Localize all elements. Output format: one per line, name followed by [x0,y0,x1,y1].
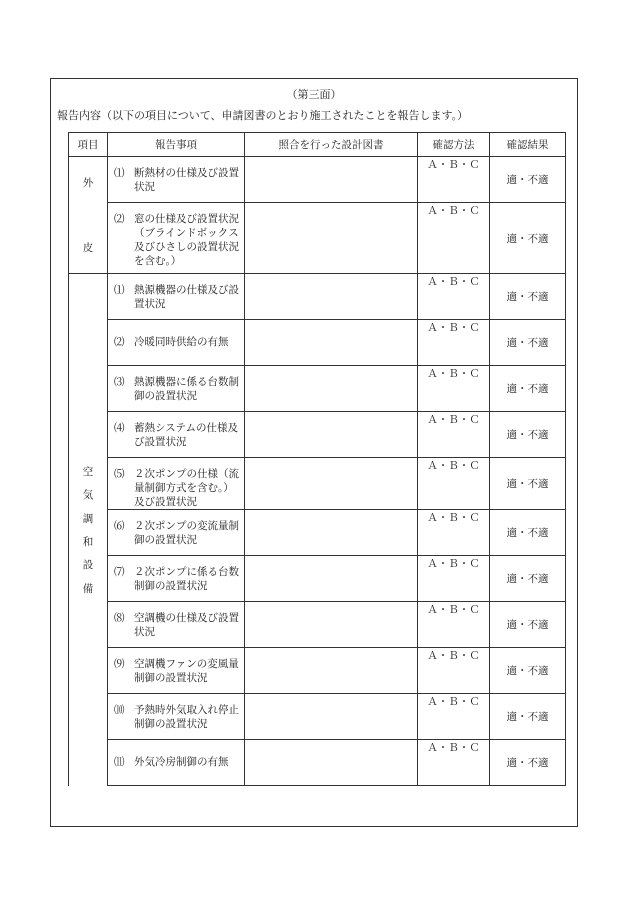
item-text: 空調機ファンの変風量制御の設置状況 [134,658,239,684]
item-text: 窓の仕様及び設置状況（ブラインドボックス及びひさしの設置状況を含む。） [134,213,239,267]
report-page-frame [50,78,578,827]
item-text: 空調機の仕様及び設置状況 [134,612,239,638]
report-item-cell [108,412,245,458]
check-method-options: Ａ・Ｂ・Ｃ [418,274,490,320]
category-char: 調 [82,512,94,525]
check-result-options: 適・不適 [490,458,566,510]
table-row [69,320,566,366]
check-result-options: 適・不適 [490,274,566,320]
item-text: 断熱材の仕様及び設置状況 [134,167,239,193]
table-row [69,602,566,648]
table-row [69,157,566,203]
table-row [69,648,566,694]
item-number: ⑺ [114,566,125,578]
design-document-cell [245,412,418,458]
check-method-options: Ａ・Ｂ・Ｃ [418,157,490,203]
report-item-cell [108,648,245,694]
category-char: 和 [82,535,94,548]
table-header-row [69,133,566,157]
category-char: 気 [82,489,94,502]
design-document-cell [245,602,418,648]
report-table [68,132,566,786]
table-row [69,458,566,510]
design-document-cell [245,157,418,203]
report-item-cell [108,157,245,203]
category-char: 備 [82,582,94,595]
design-document-cell [245,694,418,740]
item-number: ⑾ [114,756,125,768]
check-result-options: 適・不適 [490,320,566,366]
check-method-options: Ａ・Ｂ・Ｃ [418,648,490,694]
table-row [69,412,566,458]
design-document-cell [245,203,418,274]
item-text: 冷暖同時供給の有無 [134,336,229,348]
item-number: ⑷ [114,422,125,434]
check-result-options: 適・不適 [490,694,566,740]
report-item-cell [108,458,245,510]
design-document-cell [245,510,418,556]
report-item-cell [108,366,245,412]
header-design-documents: 照合を行った設計図書 [245,133,418,157]
category-char: 外 [82,177,94,189]
check-result-options: 適・不適 [490,157,566,203]
design-document-cell [245,740,418,786]
item-number: ⑸ [114,468,125,480]
item-number: ⑽ [114,704,125,716]
report-item-cell [108,274,245,320]
report-item-cell [108,602,245,648]
item-text: 外気冷房制御の有無 [134,756,229,768]
table-row [69,740,566,786]
check-result-options: 適・不適 [490,510,566,556]
item-number: ⑴ [114,284,125,296]
check-result-options: 適・不適 [490,203,566,274]
category-cell [69,157,108,274]
report-item-cell [108,320,245,366]
category-char: 空 [82,465,94,478]
item-number: ⑵ [114,336,125,348]
design-document-cell [245,320,418,366]
design-document-cell [245,648,418,694]
report-intro: 報告内容（以下の項目について、申請図書のとおり施工されたことを報告します。） [57,109,469,122]
check-method-options: Ａ・Ｂ・Ｃ [418,602,490,648]
item-text: 熱源機器に係る台数制御の設置状況 [134,376,239,402]
check-method-options: Ａ・Ｂ・Ｃ [418,510,490,556]
item-text: ２次ポンプの変流量制御の設置状況 [134,520,239,546]
category-char: 設 [82,559,94,572]
header-check-method: 確認方法 [418,133,490,157]
item-number: ⑴ [114,167,125,179]
check-result-options: 適・不適 [490,366,566,412]
item-number: ⑵ [114,213,125,225]
check-method-options: Ａ・Ｂ・Ｃ [418,320,490,366]
report-item-cell [108,510,245,556]
item-number: ⑹ [114,520,125,532]
table-row [69,274,566,320]
check-method-options: Ａ・Ｂ・Ｃ [418,458,490,510]
item-number: ⑻ [114,612,125,624]
table-row [69,556,566,602]
item-number: ⑶ [114,376,125,388]
report-item-cell [108,694,245,740]
table-row [69,366,566,412]
check-result-options: 適・不適 [490,648,566,694]
item-text: ２次ポンプに係る台数制御の設置状況 [134,566,239,592]
header-check-result: 確認結果 [490,133,566,157]
design-document-cell [245,366,418,412]
design-document-cell [245,274,418,320]
item-text: ２次ポンプの仕様（流量制御方式を含む。）及び設置状況 [134,468,239,508]
item-number: ⑼ [114,658,125,670]
page-title: （第三面） [286,88,342,101]
table-row [69,694,566,740]
item-text: 予熱時外気取入れ停止制御の設置状況 [134,704,239,730]
check-result-options: 適・不適 [490,556,566,602]
category-label [69,175,107,255]
report-item-cell [108,556,245,602]
category-char: 皮 [82,242,94,254]
header-category: 項目 [69,133,108,157]
item-text: 蓄熱システムの仕様及び設置状況 [134,422,238,448]
report-item-cell [108,203,245,274]
table-row [69,510,566,556]
report-item-cell [108,740,245,786]
category-cell [69,274,108,786]
check-result-options: 適・不適 [490,740,566,786]
check-result-options: 適・不適 [490,412,566,458]
table-row [69,203,566,274]
check-method-options: Ａ・Ｂ・Ｃ [418,203,490,274]
check-result-options: 適・不適 [490,602,566,648]
check-method-options: Ａ・Ｂ・Ｃ [418,740,490,786]
check-method-options: Ａ・Ｂ・Ｃ [418,366,490,412]
check-method-options: Ａ・Ｂ・Ｃ [418,412,490,458]
design-document-cell [245,458,418,510]
header-report-item: 報告事項 [108,133,245,157]
check-method-options: Ａ・Ｂ・Ｃ [418,694,490,740]
design-document-cell [245,556,418,602]
item-text: 熱源機器の仕様及び設置状況 [134,284,239,310]
check-method-options: Ａ・Ｂ・Ｃ [418,556,490,602]
category-label [69,464,107,596]
